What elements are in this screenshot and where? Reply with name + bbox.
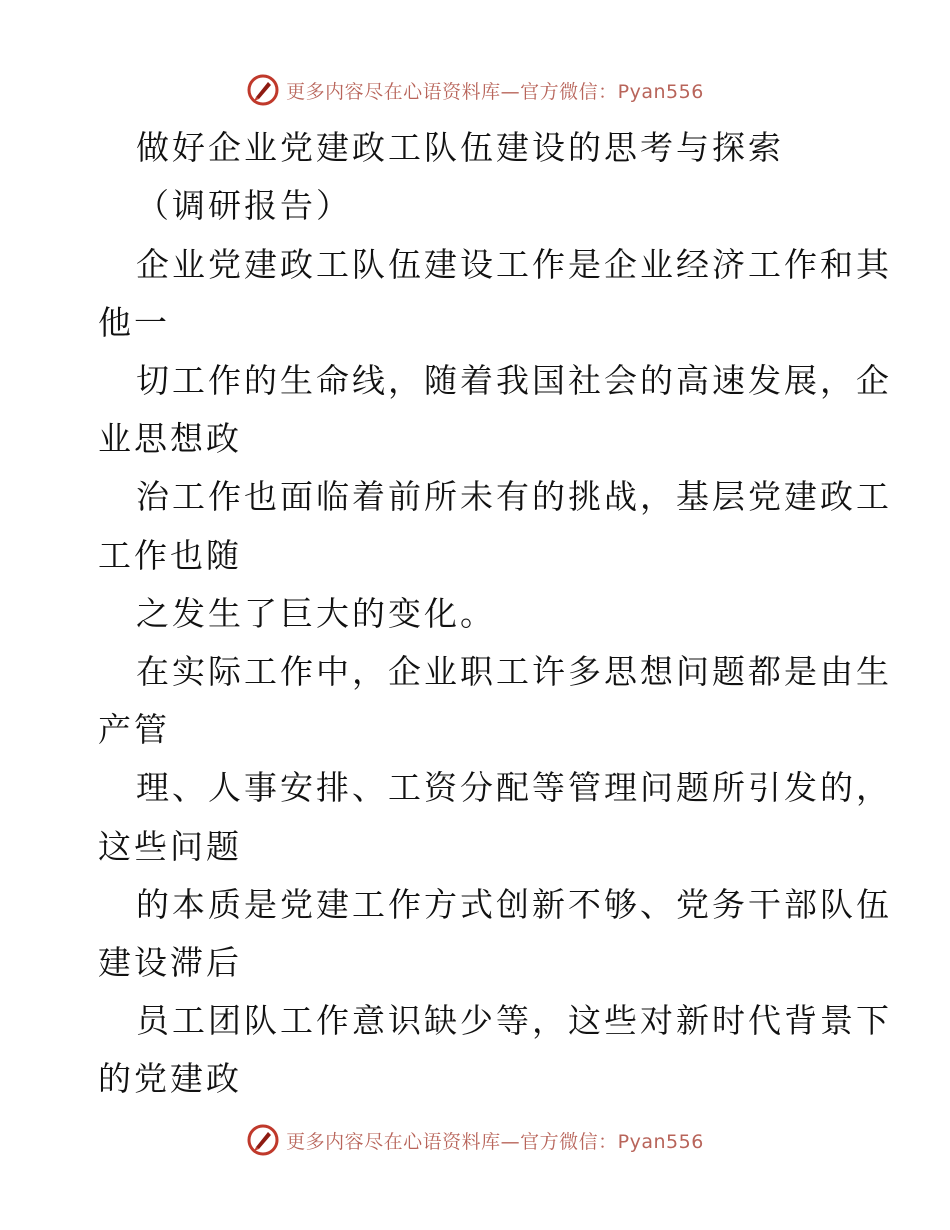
body-line: 工作也随 [98,536,242,575]
body-line: 产管 [98,710,170,749]
body-line: 的本质是党建工作方式创新不够、党务干部队伍 [136,885,892,924]
body-line: 企业党建政工队伍建设工作是企业经济工作和其 [136,245,892,284]
footer-banner-text: 更多内容尽在心语资料库—官方微信：Pyan556 [286,1130,704,1153]
pen-seal-logo-icon [246,1123,280,1157]
body-line: 他一 [98,303,170,342]
body-line: 之发生了巨大的变化。 [136,594,496,633]
document-title: 做好企业党建政工队伍建设的思考与探索 [136,128,784,167]
header-banner-text: 更多内容尽在心语资料库—官方微信：Pyan556 [286,80,704,103]
footer-banner [0,1120,950,1160]
document-subtitle: （调研报告） [136,186,352,225]
header-banner [0,70,950,110]
body-line: 的党建政 [98,1059,242,1098]
body-line: 员工团队工作意识缺少等，这些对新时代背景下 [136,1001,892,1040]
body-line: 这些问题 [98,827,242,866]
body-line: 切工作的生命线，随着我国社会的高速发展，企 [136,361,892,400]
pen-seal-logo-icon [246,73,280,107]
body-line: 建设滞后 [98,943,242,982]
body-line: 在实际工作中，企业职工许多思想问题都是由生 [136,652,892,691]
body-line: 业思想政 [98,419,242,458]
body-line: 理、人事安排、工资分配等管理问题所引发的， [136,768,892,807]
body-line: 治工作也面临着前所未有的挑战，基层党建政工 [136,477,892,516]
